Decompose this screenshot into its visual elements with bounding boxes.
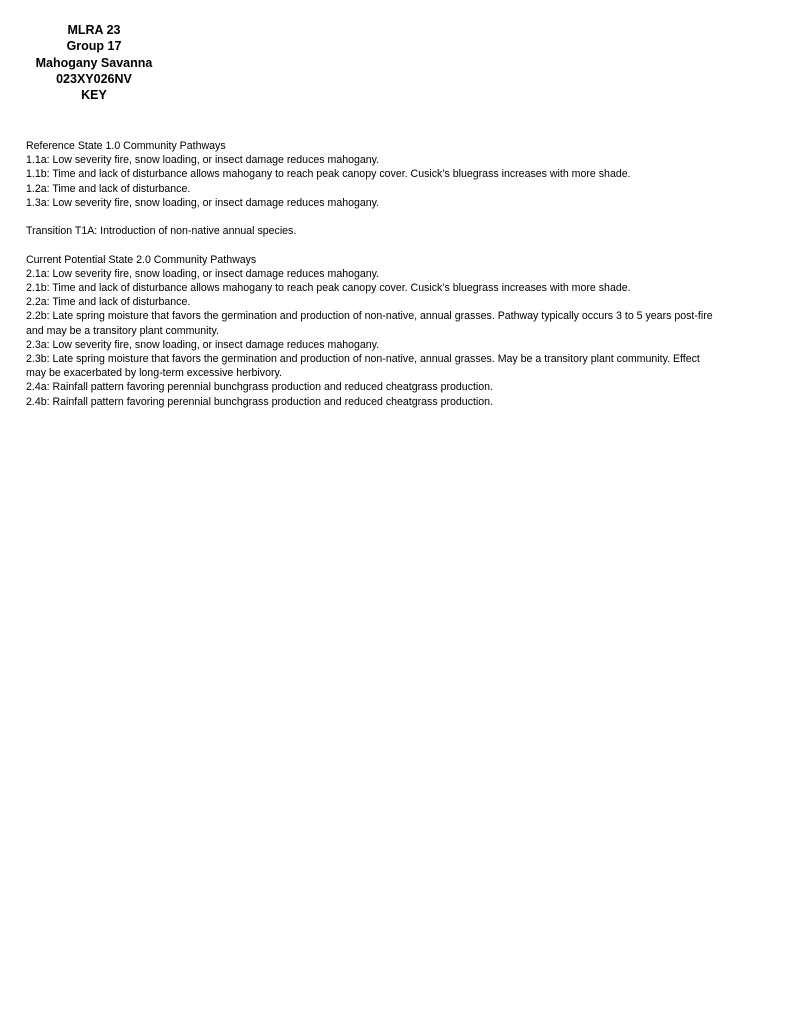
pathway-item: 2.2b: Late spring moisture that favors the germination and production of non-native, annual grasses. Pathway typically occurs 3 to 5 years post-fire and may be a transitory plant community. bbox=[26, 310, 713, 337]
document-body bbox=[26, 139, 716, 409]
pathway-item: 2.2a: Time and lack of disturbance. bbox=[26, 296, 191, 309]
pathway-item: 2.1b: Time and lack of disturbance allows mahogany to reach peak canopy cover. Cusick’s bluegrass increases with more shade. bbox=[26, 282, 631, 294]
pathway-item: 1.1b: Time and lack of disturbance allows mahogany to reach peak canopy cover. Cusick’s bluegrass increases with more shade. bbox=[26, 168, 631, 181]
pathway-item: 2.3b: Late spring moisture that favors the germination and production of non-native, annual grasses. May be a transitory plant community. Effect may be exacerbated by long-term excessive herbivory. bbox=[26, 353, 700, 380]
transition-section bbox=[26, 224, 716, 238]
current-state-section bbox=[26, 253, 716, 409]
current-state-heading: Current Potential State 2.0 Community Pathways bbox=[26, 253, 257, 266]
pathway-item: 1.3a: Low severity fire, snow loading, or insect damage reduces mahogany. bbox=[26, 196, 380, 209]
pathway-item: 1.1a: Low severity fire, snow loading, or insect damage reduces mahogany. bbox=[26, 154, 380, 167]
pathway-item: 2.1a: Low severity fire, snow loading, or insect damage reduces mahogany. bbox=[26, 267, 380, 280]
key-title: KEY bbox=[81, 88, 107, 103]
document-header bbox=[20, 22, 168, 103]
transition-text: Transition T1A: Introduction of non-native annual species. bbox=[26, 225, 297, 238]
pathway-item: 2.3a: Low severity fire, snow loading, or insect damage reduces mahogany. bbox=[26, 338, 380, 351]
pathway-item: 2.4a: Rainfall pattern favoring perennial bunchgrass production and reduced cheatgrass production. bbox=[26, 381, 494, 394]
mlra-title: MLRA 23 bbox=[67, 23, 121, 37]
pathway-item: 2.4b: Rainfall pattern favoring perennial bunchgrass production and reduced cheatgrass production. bbox=[26, 395, 494, 408]
reference-state-heading: Reference State 1.0 Community Pathways bbox=[26, 140, 226, 152]
group-title: Group 17 bbox=[66, 39, 122, 54]
pathway-item: 1.2a: Time and lack of disturbance. bbox=[26, 182, 191, 195]
reference-state-section bbox=[26, 139, 716, 210]
site-id-title: 023XY026NV bbox=[56, 71, 132, 86]
site-name-title: Mahogany Savanna bbox=[35, 55, 153, 70]
